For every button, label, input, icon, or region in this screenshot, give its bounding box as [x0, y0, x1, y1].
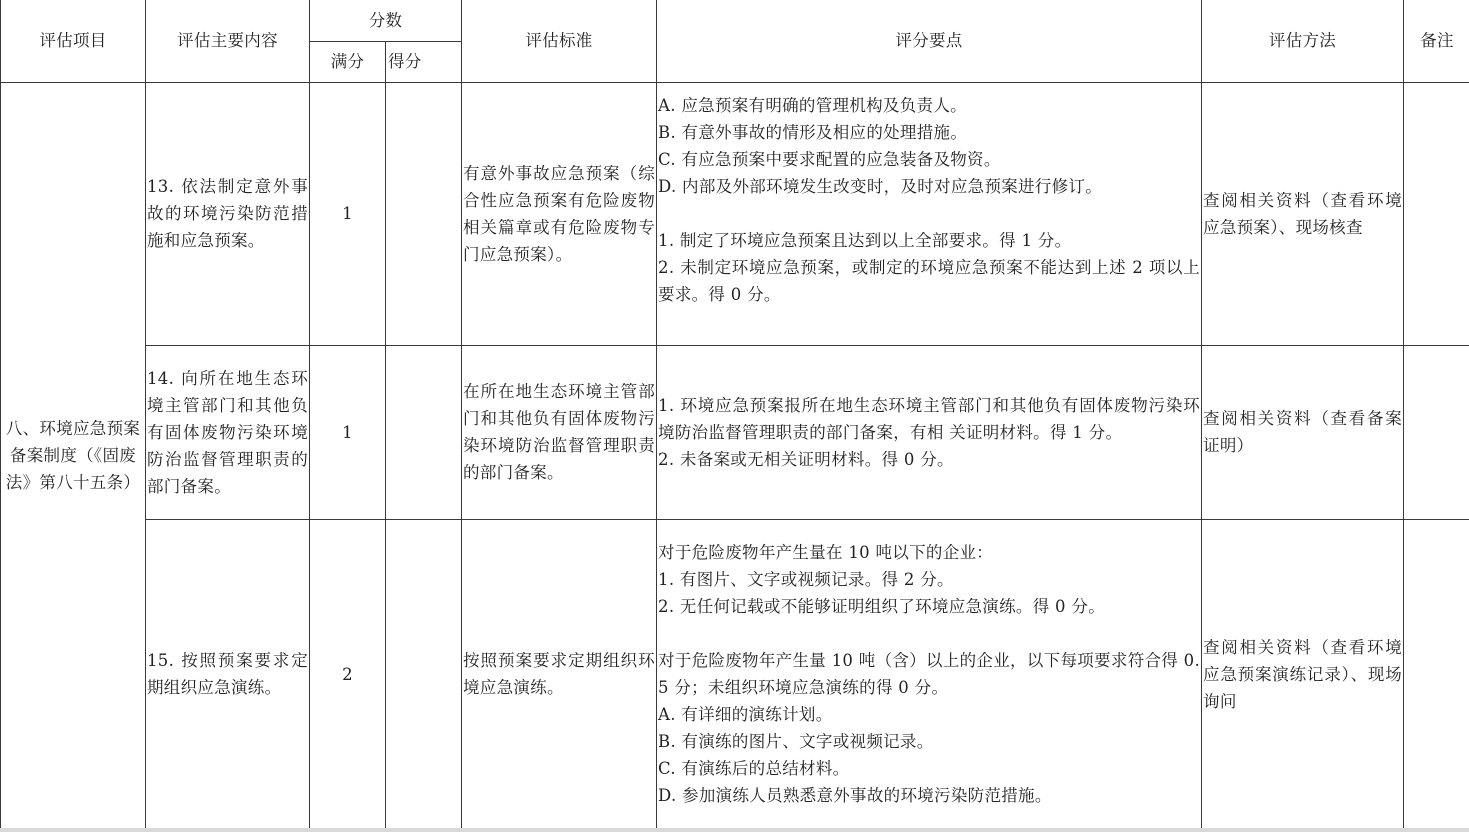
points-line: D. 参加演练人员熟悉意外事故的环境污染防范措施。	[658, 786, 1052, 805]
header-item: 评估项目	[1, 0, 146, 82]
points-line: B. 有意外事故的情形及相应的处理措施。	[658, 123, 968, 142]
header-content: 评估主要内容	[146, 0, 310, 82]
header-remarks: 备注	[1404, 0, 1469, 82]
standard-cell: 按照预案要求定期组织环境应急演练。	[462, 519, 657, 829]
header-score: 分数	[310, 0, 462, 41]
points-line: 2. 未备案或无相关证明材料。得 0 分。	[658, 449, 954, 469]
points-line: A. 应急预案有明确的管理机构及负责人。	[658, 96, 967, 115]
header-row-1	[1, 0, 1469, 41]
points-line: 1. 有图片、文字或视频记录。得 2 分。	[658, 570, 954, 589]
points-line: B. 有演练的图片、文字或视频记录。	[658, 732, 934, 751]
obtained-score-cell	[386, 519, 462, 829]
full-score-cell: 1	[310, 82, 386, 345]
method-cell: 查阅相关资料（查看环境应急预案）、现场核查	[1202, 82, 1404, 345]
table-row	[1, 345, 1469, 519]
standard-cell: 在所在地生态环境主管部门和其他负有固体废物污染环境防治监督管理职责的部门备案。	[462, 345, 657, 519]
content-cell: 13. 依法制定意外事故的环境污染防范措施和应急预案。	[146, 82, 310, 345]
header-method: 评估方法	[1202, 0, 1404, 82]
full-score-cell: 2	[310, 519, 386, 829]
remarks-cell	[1404, 519, 1469, 829]
obtained-score-cell	[386, 345, 462, 519]
header-standard: 评估标准	[462, 0, 657, 82]
content-cell: 15. 按照预案要求定期组织应急演练。	[146, 519, 310, 829]
full-score-cell: 1	[310, 345, 386, 519]
header-obtained-score: 得分	[386, 41, 462, 82]
points-cell	[657, 519, 1202, 829]
category-cell: 八、环境应急预案备案制度（《固废法》第八十五条）	[1, 82, 146, 829]
points-line: C. 有应急预案中要求配置的应急装备及物资。	[658, 150, 1001, 169]
obtained-score-cell	[386, 82, 462, 345]
points-line: D. 内部及外部环境发生改变时，及时对应急预案进行修订。	[658, 177, 1103, 196]
points-line: 对于危险废物年产生量 10 吨（含）以上的企业，以下每项要求符合得 0.5 分；未组织环境应急演练的得 0 分。	[658, 651, 1201, 697]
method-cell: 查阅相关资料（查看环境应急预案演练记录）、现场询问	[1202, 519, 1404, 829]
content-cell: 14. 向所在地生态环境主管部门和其他负有固体废物污染环境防治监督管理职责的部门备案。	[146, 345, 310, 519]
method-cell: 查阅相关资料（查看备案证明）	[1202, 345, 1404, 519]
points-spacer	[658, 308, 1200, 335]
points-line: C. 有演练后的总结材料。	[658, 759, 850, 778]
header-points: 评分要点	[657, 0, 1202, 82]
points-cell	[657, 82, 1202, 345]
points-line: A. 有详细的演练计划。	[658, 705, 833, 724]
points-line: 1. 环境应急预案报所在地生态环境主管部门和其他负有固体废物污染环境防治监督管理职责的部门备案，有相 关证明材料。得 1 分。	[658, 395, 1201, 442]
table-row	[1, 82, 1469, 345]
remarks-cell	[1404, 345, 1469, 519]
page-bottom-edge	[0, 828, 1469, 832]
remarks-cell	[1404, 82, 1469, 345]
points-line: 2. 无任何记载或不能够证明组织了环境应急演练。得 0 分。	[658, 597, 1105, 616]
points-spacer	[658, 620, 1200, 647]
standard-cell: 有意外事故应急预案（综合性应急预案有危险废物相关篇章或有危险废物专门应急预案）。	[462, 82, 657, 345]
points-line: 对于危险废物年产生量在 10 吨以下的企业：	[658, 543, 994, 562]
points-line: 2. 未制定环境应急预案，或制定的环境应急预案不能达到上述 2 项以上要求。得 0 分。	[658, 258, 1201, 304]
header-full-score: 满分	[310, 41, 386, 82]
points-spacer	[658, 200, 1200, 227]
points-line: 1. 制定了环境应急预案且达到以上全部要求。得 1 分。	[658, 231, 1072, 250]
table-row	[1, 519, 1469, 829]
points-cell	[657, 345, 1202, 519]
